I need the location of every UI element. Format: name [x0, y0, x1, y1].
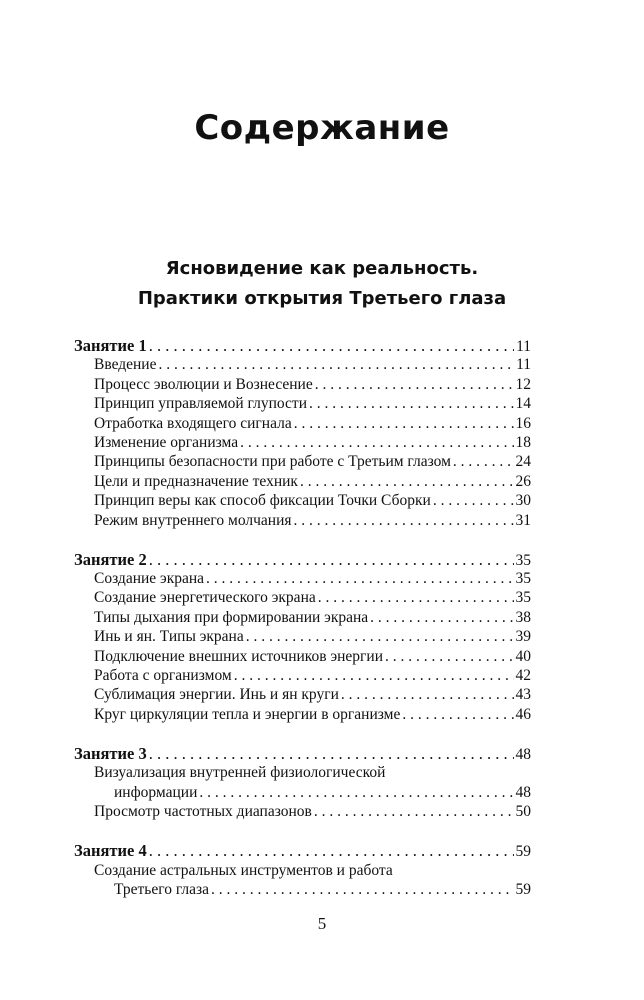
- dot-leader: [315, 375, 514, 394]
- toc-entry-page: 16: [515, 414, 531, 432]
- toc-entry-page: 59: [515, 881, 531, 899]
- dot-leader: [294, 414, 514, 433]
- dot-leader: [211, 880, 513, 899]
- toc-entry: [74, 569, 531, 588]
- toc-entry: [74, 394, 531, 413]
- toc-entry: [74, 452, 531, 471]
- toc-entry: [74, 627, 531, 646]
- dot-leader: [294, 511, 514, 530]
- toc-entry: [74, 588, 531, 607]
- toc-entry-label: информации: [114, 783, 198, 801]
- toc-entry-label: Круг циркуляции тепла и энергии в организме: [94, 705, 401, 723]
- toc-entry-label: Инь и ян. Типы экрана: [94, 628, 244, 646]
- toc-entry-label: Принцип веры как способ фиксации Точки Сборки: [94, 492, 431, 510]
- toc-entry-label: Третьего глаза: [114, 881, 210, 899]
- toc-entry: [74, 783, 531, 802]
- dot-leader: [318, 588, 514, 607]
- page-number: 5: [317, 914, 327, 933]
- toc-entry: [74, 375, 531, 394]
- toc-entry: [74, 802, 531, 821]
- dot-leader: [149, 550, 514, 569]
- dot-leader: [158, 355, 514, 374]
- toc-chapter-page: 48: [515, 746, 531, 764]
- toc-entry-first-line: Создание астральных инструментов и работа: [94, 861, 393, 879]
- dot-leader: [206, 569, 513, 588]
- toc-entry-label: Режим внутреннего молчания: [94, 511, 292, 529]
- section-title-line-2: Практики открытия Третьего глаза: [137, 288, 507, 309]
- toc-entry: [74, 491, 531, 510]
- toc-entry: [74, 647, 531, 666]
- toc-entry-label: Типы дыхания при формировании экрана: [94, 608, 369, 626]
- dot-leader: [433, 491, 514, 510]
- dot-leader: [246, 627, 514, 646]
- toc-chapter-label: Занятие 4: [74, 841, 147, 861]
- toc-entry: [74, 472, 531, 491]
- toc-entry-label: Сублимация энергии. Инь и ян круги: [94, 686, 339, 704]
- toc-entry-page: 31: [515, 511, 531, 529]
- dot-leader: [199, 783, 513, 802]
- toc-entry: [74, 511, 531, 530]
- toc-entry-label: Введение: [94, 356, 157, 374]
- toc-entry: [74, 355, 531, 374]
- toc-entry-first-line: Визуализация внутренней физиологической: [94, 764, 386, 782]
- toc-entry: [74, 414, 531, 433]
- toc-entry-page: 26: [515, 472, 531, 490]
- toc-entry-label: Создание энергетического экрана: [94, 589, 316, 607]
- dot-leader: [314, 802, 514, 821]
- dot-leader: [341, 685, 514, 704]
- toc-entry-page: 38: [515, 608, 531, 626]
- toc-entry: [74, 685, 531, 704]
- toc-chapter-page: 59: [515, 843, 531, 861]
- dot-leader: [309, 394, 514, 413]
- toc-entry-label: Цели и предназначение техник: [94, 472, 298, 490]
- toc-entry-page: 48: [515, 783, 531, 801]
- toc-entry-page: 11: [516, 356, 531, 374]
- toc-chapter-page: 35: [515, 551, 531, 569]
- toc-entry: [74, 666, 531, 685]
- toc-chapter: [74, 550, 531, 569]
- toc-entry-page: 40: [515, 647, 531, 665]
- toc-entry-label: Отработка входящего сигнала: [94, 414, 292, 432]
- toc-entry-label: Подключение внешних источников энергии: [94, 647, 383, 665]
- dot-leader: [402, 705, 513, 724]
- dot-leader: [149, 336, 514, 355]
- dot-leader: [370, 608, 513, 627]
- page-title: Содержание: [194, 108, 450, 148]
- toc-entry-label: Изменение организма: [94, 433, 239, 451]
- toc-entry-label: Принципы безопасности при работе с Третьим глазом: [94, 453, 451, 471]
- toc-chapter: [74, 744, 531, 763]
- toc-chapter-label: Занятие 3: [74, 744, 147, 764]
- section-title-line-1: Ясновидение как реальность.: [165, 258, 479, 279]
- toc-chapter-label: Занятие 1: [74, 336, 147, 355]
- toc-entry-page: 24: [515, 453, 531, 471]
- toc-chapter-label: Занятие 2: [74, 549, 147, 569]
- toc-chapter-page: 11: [516, 338, 531, 355]
- toc-entry-page: 39: [515, 628, 531, 646]
- toc-entry-label: Просмотр частотных диапазонов: [94, 803, 312, 821]
- dot-leader: [453, 452, 514, 471]
- toc-entry-page: 43: [515, 686, 531, 704]
- toc-entry: [74, 705, 531, 724]
- dot-leader: [149, 744, 514, 763]
- toc-entry-page: 50: [515, 803, 531, 821]
- toc-entry: [74, 608, 531, 627]
- table-of-contents: [74, 336, 531, 900]
- toc-entry: [74, 433, 531, 452]
- toc-chapter: [74, 841, 531, 860]
- toc-entry-page: 42: [515, 667, 531, 685]
- dot-leader: [385, 647, 514, 666]
- toc-entry-label: Работа с организмом: [94, 667, 232, 685]
- toc-entry-page: 46: [515, 705, 531, 723]
- toc-entry-page: 30: [515, 492, 531, 510]
- dot-leader: [300, 472, 514, 491]
- toc-chapter: [74, 336, 531, 355]
- toc-entry-page: 35: [515, 570, 531, 588]
- toc-entry: [74, 880, 531, 899]
- toc-entry-page: 35: [515, 589, 531, 607]
- toc-entry-label: Принцип управляемой глупости: [94, 395, 307, 413]
- toc-entry-page: 18: [515, 433, 531, 451]
- dot-leader: [234, 666, 514, 685]
- toc-entry-label: Создание экрана: [94, 570, 205, 588]
- toc-entry-page: 14: [515, 395, 531, 413]
- toc-entry-page: 12: [515, 375, 531, 393]
- toc-entry-label: Процесс эволюции и Вознесение: [94, 375, 313, 393]
- dot-leader: [240, 433, 513, 452]
- dot-leader: [149, 841, 514, 860]
